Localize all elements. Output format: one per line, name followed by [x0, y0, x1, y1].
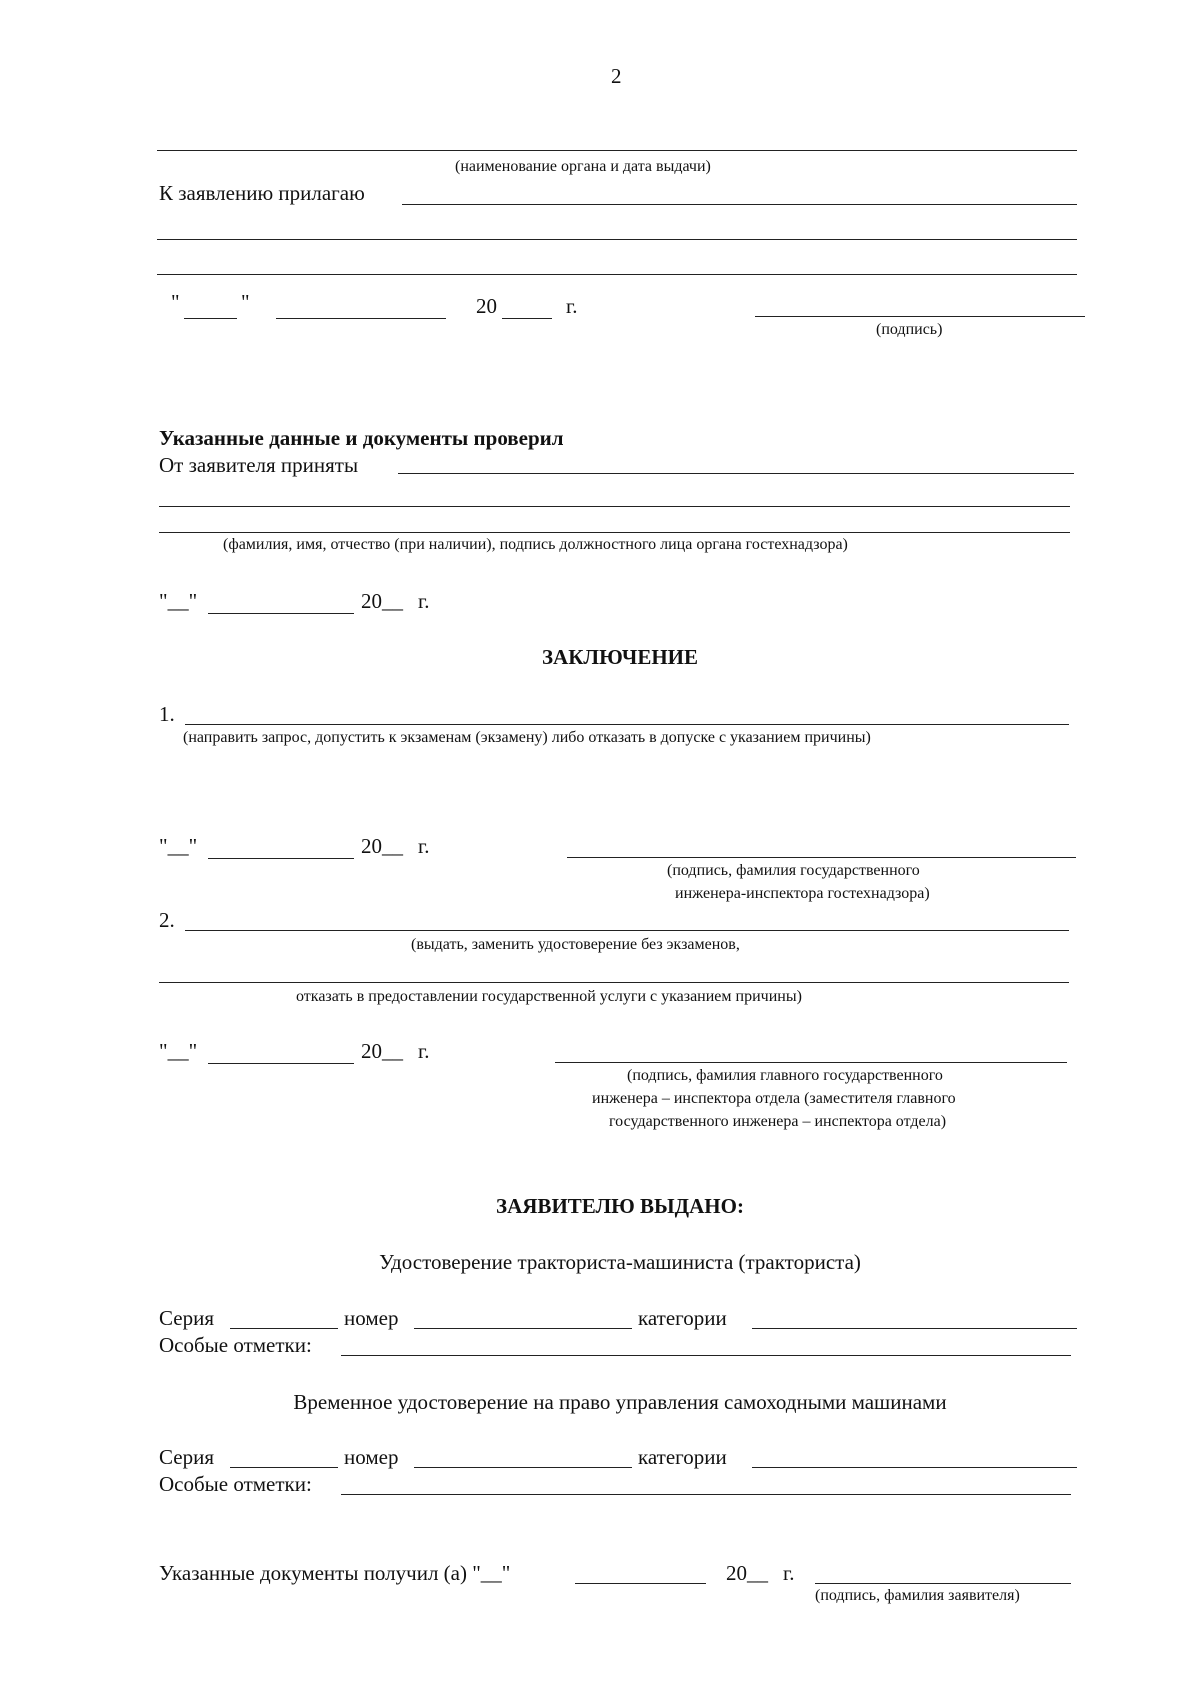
accepted-label: От заявителя приняты	[159, 453, 359, 477]
received-suffix: г.	[783, 1561, 795, 1585]
doc2-notes-line[interactable]	[341, 1494, 1071, 1495]
item2-number: 2.	[159, 908, 175, 932]
doc1-number-label: номер	[344, 1306, 399, 1330]
item2-line-2[interactable]	[159, 982, 1069, 983]
verification-date-suffix: г.	[418, 589, 430, 613]
item2-signature-line[interactable]	[555, 1062, 1067, 1063]
doc2-title: Временное удостоверение на право управления самоходными машинами	[293, 1390, 947, 1414]
item1-date-suffix: г.	[418, 834, 430, 858]
verification-date-quotes: "__"	[159, 589, 198, 613]
item2-sign-caption-3: государственного инженера – инспектора отдела)	[609, 1113, 947, 1130]
page-number: 2	[611, 64, 622, 88]
received-year: 20__	[726, 1561, 768, 1585]
doc2-notes-label: Особые отметки:	[159, 1472, 312, 1496]
date-quote-close: "	[241, 290, 250, 314]
caption-official: (фамилия, имя, отчество (при наличии), подпись должностного лица органа гостехнадзора)	[223, 536, 848, 553]
accepted-line-3[interactable]	[159, 532, 1070, 533]
item2-date-suffix: г.	[418, 1039, 430, 1063]
doc1-notes-label: Особые отметки:	[159, 1333, 312, 1357]
verification-date-month-line[interactable]	[208, 613, 354, 614]
conclusion-heading: ЗАКЛЮЧЕНИЕ	[541, 645, 699, 669]
doc1-title: Удостоверение тракториста-машиниста (тракториста)	[379, 1250, 861, 1274]
item1-line[interactable]	[185, 724, 1069, 725]
received-signature-line[interactable]	[815, 1583, 1071, 1584]
date-year-suffix: г.	[566, 294, 578, 318]
item2-caption-1: (выдать, заменить удостоверение без экзаменов,	[411, 936, 740, 953]
item1-date-quotes: "__"	[159, 834, 198, 858]
organ-line	[157, 150, 1077, 151]
item1-sign-caption-2: инженера-инспектора гостехнадзора)	[675, 885, 930, 902]
item2-sign-caption-2: инженера – инспектора отдела (заместителя главного	[592, 1090, 956, 1107]
item2-sign-caption-1: (подпись, фамилия главного государственного	[627, 1067, 943, 1084]
doc2-category-line[interactable]	[752, 1467, 1077, 1468]
item1-sign-caption-1: (подпись, фамилия государственного	[667, 862, 920, 879]
date-year-prefix: 20	[476, 294, 497, 318]
doc2-number-line[interactable]	[414, 1467, 632, 1468]
item1-number: 1.	[159, 702, 175, 726]
doc2-series-line[interactable]	[230, 1467, 338, 1468]
item2-date-year: 20__	[361, 1039, 403, 1063]
signature-line[interactable]	[755, 316, 1085, 317]
doc2-number-label: номер	[344, 1445, 399, 1469]
accepted-line-1[interactable]	[398, 473, 1074, 474]
item1-caption: (направить запрос, допустить к экзаменам (экзамену) либо отказать в допуске с указанием причины)	[183, 729, 871, 746]
item2-date-month-line[interactable]	[208, 1063, 354, 1064]
attach-line-2[interactable]	[157, 239, 1077, 240]
item1-date-year: 20__	[361, 834, 403, 858]
doc2-series-label: Серия	[159, 1445, 214, 1469]
doc2-category-label: категории	[638, 1445, 727, 1469]
doc1-notes-line[interactable]	[341, 1355, 1071, 1356]
received-date-month-line[interactable]	[575, 1583, 706, 1584]
item2-date-quotes: "__"	[159, 1039, 198, 1063]
doc1-category-line[interactable]	[752, 1328, 1077, 1329]
doc1-number-line[interactable]	[414, 1328, 632, 1329]
date-year-line[interactable]	[502, 318, 552, 319]
date-day-line[interactable]	[184, 318, 237, 319]
caption-signature: (подпись)	[876, 321, 943, 338]
caption-organ: (наименование органа и дата выдачи)	[455, 158, 711, 175]
received-label: Указанные документы получил (а) "__"	[159, 1561, 511, 1585]
doc1-series-label: Серия	[159, 1306, 214, 1330]
issued-heading: ЗАЯВИТЕЛЮ ВЫДАНО:	[496, 1194, 744, 1218]
item1-date-month-line[interactable]	[208, 858, 354, 859]
verification-date-year: 20__	[361, 589, 403, 613]
attach-label: К заявлению прилагаю	[159, 181, 365, 205]
item2-line-1[interactable]	[185, 930, 1069, 931]
item1-signature-line[interactable]	[567, 857, 1076, 858]
attach-line-3[interactable]	[157, 274, 1077, 275]
doc1-series-line[interactable]	[230, 1328, 338, 1329]
doc1-category-label: категории	[638, 1306, 727, 1330]
verification-heading: Указанные данные и документы проверил	[159, 426, 564, 450]
accepted-line-2[interactable]	[159, 506, 1070, 507]
date-month-line[interactable]	[276, 318, 446, 319]
item2-caption-2: отказать в предоставлении государственной услуги с указанием причины)	[296, 988, 802, 1005]
received-caption: (подпись, фамилия заявителя)	[815, 1587, 1020, 1604]
attach-line-1[interactable]	[402, 204, 1077, 205]
date-quote-open: "	[171, 290, 180, 314]
